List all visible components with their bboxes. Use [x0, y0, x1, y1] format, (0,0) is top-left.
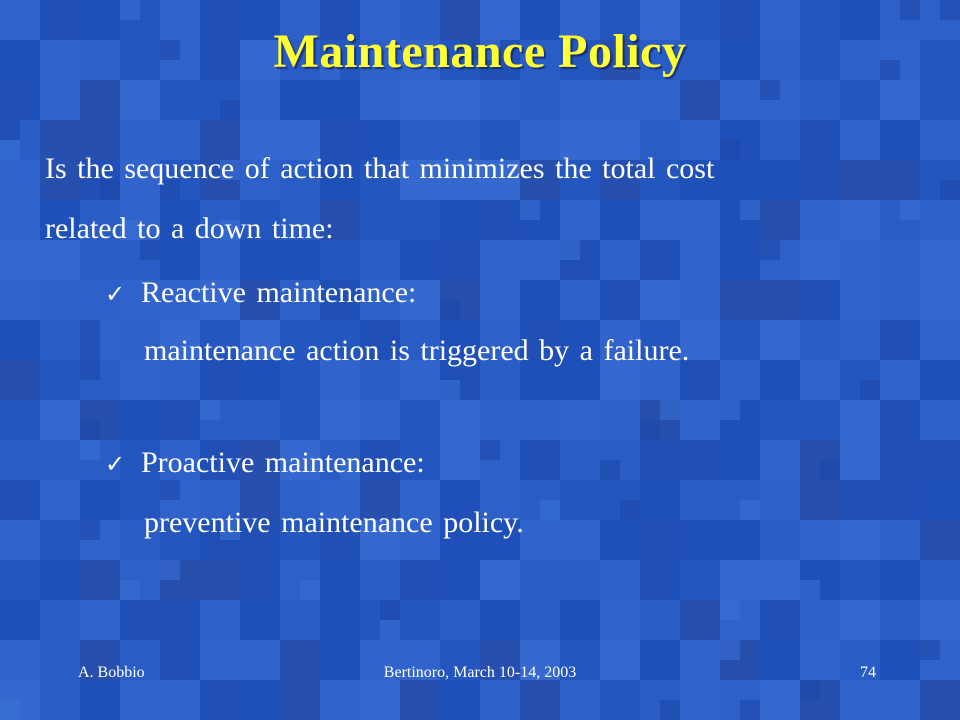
mosaic-tile — [0, 480, 40, 520]
mosaic-accent-tile — [940, 0, 960, 20]
mosaic-tile — [440, 400, 480, 440]
slide-title: Maintenance Policy — [273, 25, 687, 78]
mosaic-accent-tile — [80, 420, 100, 440]
mosaic-accent-tile — [720, 640, 740, 660]
footer-author: A. Bobbio — [78, 664, 145, 681]
mosaic-tile — [600, 280, 640, 320]
mosaic-tile — [240, 80, 280, 120]
mosaic-tile — [920, 560, 960, 600]
mosaic-tile — [640, 560, 680, 600]
mosaic-tile — [800, 320, 840, 360]
mosaic-tile — [440, 680, 480, 720]
mosaic-tile — [920, 200, 960, 240]
mosaic-tile — [40, 600, 80, 640]
mosaic-tile — [680, 400, 720, 440]
mosaic-tile — [800, 200, 840, 240]
proactive-maintenance-description: preventive maintenance policy. — [144, 506, 524, 539]
mosaic-tile — [640, 440, 680, 480]
mosaic-tile — [840, 280, 880, 320]
mosaic-accent-tile — [80, 340, 100, 360]
mosaic-tile — [40, 280, 80, 320]
mosaic-tile — [360, 560, 400, 600]
mosaic-tile — [760, 160, 800, 200]
mosaic-tile — [560, 440, 600, 480]
mosaic-accent-tile — [560, 240, 580, 260]
mosaic-tile — [280, 240, 320, 280]
mosaic-tile — [280, 400, 320, 440]
mosaic-tile — [760, 320, 800, 360]
mosaic-tile — [0, 160, 40, 200]
mosaic-accent-tile — [900, 0, 920, 20]
mosaic-accent-tile — [80, 520, 100, 540]
mosaic-tile — [200, 240, 240, 280]
mosaic-tile — [920, 320, 960, 360]
mosaic-tile — [880, 320, 920, 360]
mosaic-tile — [320, 560, 360, 600]
mosaic-tile — [40, 240, 80, 280]
mosaic-tile — [680, 680, 720, 720]
mosaic-tile — [440, 440, 480, 480]
mosaic-tile — [520, 240, 560, 280]
mosaic-tile — [840, 120, 880, 160]
mosaic-tile — [760, 560, 800, 600]
mosaic-tile — [360, 200, 400, 240]
mosaic-tile — [640, 600, 680, 640]
mosaic-tile — [840, 680, 880, 720]
mosaic-tile — [880, 680, 920, 720]
footer-page-number: 74 — [860, 664, 876, 681]
mosaic-accent-tile — [720, 600, 740, 620]
mosaic-accent-tile — [520, 200, 540, 220]
mosaic-tile — [280, 80, 320, 120]
mosaic-tile — [840, 480, 880, 520]
mosaic-accent-tile — [940, 180, 960, 200]
mosaic-tile — [320, 600, 360, 640]
mosaic-tile — [920, 400, 960, 440]
mosaic-accent-tile — [440, 300, 460, 320]
mosaic-tile — [560, 400, 600, 440]
mosaic-tile — [400, 560, 440, 600]
mosaic-tile — [240, 560, 280, 600]
mosaic-accent-tile — [660, 400, 680, 420]
mosaic-tile — [800, 480, 840, 520]
mosaic-accent-tile — [160, 480, 180, 500]
mosaic-tile — [480, 240, 520, 280]
mosaic-tile — [280, 680, 320, 720]
mosaic-tile — [720, 360, 760, 400]
mosaic-tile — [720, 280, 760, 320]
mosaic-tile — [320, 80, 360, 120]
mosaic-accent-tile — [740, 700, 760, 720]
mosaic-tile — [360, 240, 400, 280]
mosaic-tile — [880, 160, 920, 200]
mosaic-tile — [80, 600, 120, 640]
intro-text-line-2: related to a down time: — [45, 212, 334, 245]
mosaic-tile — [320, 680, 360, 720]
reactive-maintenance-description: maintenance action is triggered by a failure. — [144, 334, 690, 367]
mosaic-tile — [880, 80, 920, 120]
mosaic-tile — [160, 640, 200, 680]
mosaic-tile — [40, 360, 80, 400]
mosaic-tile — [160, 400, 200, 440]
mosaic-tile — [0, 600, 40, 640]
mosaic-tile — [880, 400, 920, 440]
mosaic-accent-tile — [380, 620, 400, 640]
mosaic-tile — [560, 200, 600, 240]
mosaic-tile — [0, 560, 40, 600]
mosaic-tile — [680, 280, 720, 320]
mosaic-accent-tile — [380, 600, 400, 620]
mosaic-tile — [360, 80, 400, 120]
footer-event: Bertinoro, March 10-14, 2003 — [383, 664, 577, 681]
mosaic-tile — [0, 640, 40, 680]
mosaic-tile — [880, 120, 920, 160]
mosaic-accent-tile — [160, 560, 180, 580]
mosaic-tile — [920, 520, 960, 560]
mosaic-tile — [640, 520, 680, 560]
mosaic-tile — [800, 360, 840, 400]
mosaic-tile — [120, 680, 160, 720]
bullet-reactive-maintenance — [105, 276, 416, 310]
mosaic-tile — [600, 520, 640, 560]
mosaic-tile — [680, 80, 720, 120]
mosaic-tile — [40, 80, 80, 120]
mosaic-tile — [840, 200, 880, 240]
mosaic-tile — [680, 520, 720, 560]
mosaic-tile — [720, 320, 760, 360]
mosaic-tile — [520, 680, 560, 720]
mosaic-accent-tile — [0, 700, 20, 720]
mosaic-tile — [520, 80, 560, 120]
mosaic-tile — [680, 200, 720, 240]
mosaic-tile — [80, 680, 120, 720]
mosaic-tile — [520, 520, 560, 560]
mosaic-tile — [920, 440, 960, 480]
mosaic-tile — [0, 360, 40, 400]
mosaic-accent-tile — [740, 200, 760, 220]
mosaic-tile — [0, 200, 40, 240]
mosaic-tile — [560, 560, 600, 600]
mosaic-tile — [600, 80, 640, 120]
mosaic-tile — [880, 240, 920, 280]
mosaic-tile — [400, 600, 440, 640]
mosaic-tile — [400, 680, 440, 720]
mosaic-tile — [760, 480, 800, 520]
mosaic-tile — [400, 200, 440, 240]
mosaic-accent-tile — [80, 440, 100, 460]
mosaic-tile — [680, 640, 720, 680]
mosaic-tile — [280, 640, 320, 680]
mosaic-tile — [480, 80, 520, 120]
mosaic-tile — [920, 280, 960, 320]
mosaic-tile — [720, 440, 760, 480]
mosaic-tile — [240, 640, 280, 680]
mosaic-tile — [840, 600, 880, 640]
mosaic-tile — [80, 240, 120, 280]
mosaic-tile — [600, 200, 640, 240]
mosaic-tile — [80, 560, 120, 600]
mosaic-accent-tile — [220, 100, 240, 120]
mosaic-tile — [160, 600, 200, 640]
mosaic-tile — [800, 520, 840, 560]
mosaic-tile — [440, 240, 480, 280]
mosaic-tile — [680, 560, 720, 600]
mosaic-tile — [880, 280, 920, 320]
mosaic-tile — [600, 680, 640, 720]
mosaic-tile — [720, 560, 760, 600]
mosaic-tile — [0, 240, 40, 280]
mosaic-tile — [40, 560, 80, 600]
mosaic-tile — [520, 440, 560, 480]
mosaic-tile — [520, 280, 560, 320]
mosaic-tile — [560, 80, 600, 120]
mosaic-tile — [200, 600, 240, 640]
mosaic-tile — [760, 200, 800, 240]
mosaic-tile — [320, 240, 360, 280]
mosaic-accent-tile — [200, 400, 220, 420]
mosaic-tile — [920, 360, 960, 400]
mosaic-tile — [720, 240, 760, 280]
mosaic-tile — [480, 280, 520, 320]
mosaic-tile — [880, 480, 920, 520]
mosaic-tile — [160, 680, 200, 720]
mosaic-tile — [880, 440, 920, 480]
mosaic-tile — [920, 120, 960, 160]
mosaic-tile — [400, 80, 440, 120]
mosaic-tile — [40, 680, 80, 720]
mosaic-accent-tile — [620, 500, 640, 520]
mosaic-tile — [280, 600, 320, 640]
mosaic-tile — [600, 560, 640, 600]
mosaic-tile — [240, 680, 280, 720]
mosaic-accent-tile — [80, 360, 100, 380]
mosaic-tile — [760, 440, 800, 480]
mosaic-tile — [640, 480, 680, 520]
mosaic-tile — [520, 560, 560, 600]
mosaic-tile — [640, 240, 680, 280]
mosaic-tile — [0, 80, 40, 120]
mosaic-tile — [800, 280, 840, 320]
mosaic-tile — [760, 680, 800, 720]
mosaic-tile — [40, 640, 80, 680]
mosaic-tile — [120, 80, 160, 120]
mosaic-tile — [80, 480, 120, 520]
mosaic-tile — [720, 520, 760, 560]
mosaic-accent-tile — [760, 80, 780, 100]
mosaic-accent-tile — [0, 140, 20, 160]
mosaic-tile — [480, 680, 520, 720]
mosaic-accent-tile — [920, 640, 940, 660]
mosaic-tile — [840, 160, 880, 200]
mosaic-tile — [640, 80, 680, 120]
mosaic-accent-tile — [760, 240, 780, 260]
mosaic-tile — [920, 80, 960, 120]
mosaic-tile — [560, 680, 600, 720]
mosaic-accent-tile — [120, 0, 140, 20]
mosaic-tile — [40, 440, 80, 480]
mosaic-tile — [120, 400, 160, 440]
mosaic-tile — [800, 160, 840, 200]
mosaic-tile — [680, 440, 720, 480]
mosaic-tile — [600, 240, 640, 280]
mosaic-tile — [440, 560, 480, 600]
bullet-proactive-maintenance — [105, 446, 425, 480]
mosaic-tile — [520, 400, 560, 440]
mosaic-tile — [360, 680, 400, 720]
mosaic-accent-tile — [0, 120, 20, 140]
mosaic-tile — [520, 600, 560, 640]
mosaic-tile — [200, 640, 240, 680]
mosaic-accent-tile — [600, 460, 620, 480]
mosaic-tile — [840, 520, 880, 560]
mosaic-tile — [800, 120, 840, 160]
mosaic-tile — [680, 600, 720, 640]
mosaic-tile — [160, 240, 200, 280]
mosaic-accent-tile — [720, 400, 740, 420]
mosaic-tile — [480, 600, 520, 640]
check-icon: ✓ — [105, 280, 126, 308]
mosaic-tile — [560, 480, 600, 520]
mosaic-tile — [920, 600, 960, 640]
mosaic-tile — [880, 520, 920, 560]
mosaic-tile — [880, 360, 920, 400]
mosaic-tile — [480, 400, 520, 440]
mosaic-tile — [0, 280, 40, 320]
mosaic-tile — [720, 80, 760, 120]
mosaic-tile — [760, 640, 800, 680]
mosaic-tile — [800, 640, 840, 680]
mosaic-tile — [200, 680, 240, 720]
mosaic-tile — [920, 480, 960, 520]
mosaic-tile — [920, 240, 960, 280]
mosaic-accent-tile — [540, 500, 560, 520]
mosaic-accent-tile — [900, 200, 920, 220]
mosaic-tile — [840, 80, 880, 120]
mosaic-tile — [640, 280, 680, 320]
bullet-label: Proactive maintenance: — [141, 446, 425, 479]
mosaic-accent-tile — [860, 380, 880, 400]
intro-text-line-1: Is the sequence of action that minimizes the total cost — [45, 152, 715, 185]
mosaic-tile — [920, 680, 960, 720]
mosaic-tile — [880, 600, 920, 640]
mosaic-tile — [560, 520, 600, 560]
mosaic-tile — [560, 600, 600, 640]
mosaic-tile — [0, 400, 40, 440]
mosaic-tile — [760, 600, 800, 640]
check-icon: ✓ — [105, 450, 126, 478]
bullet-label: Reactive maintenance: — [141, 276, 417, 309]
mosaic-tile — [840, 440, 880, 480]
mosaic-accent-tile — [440, 380, 460, 400]
mosaic-accent-tile — [300, 580, 320, 600]
mosaic-tile — [0, 440, 40, 480]
mosaic-tile — [120, 600, 160, 640]
mosaic-tile — [0, 320, 40, 360]
mosaic-accent-tile — [820, 460, 840, 480]
mosaic-tile — [680, 240, 720, 280]
mosaic-tile — [480, 200, 520, 240]
mosaic-tile — [680, 480, 720, 520]
mosaic-tile — [400, 240, 440, 280]
mosaic-tile — [40, 480, 80, 520]
mosaic-tile — [40, 400, 80, 440]
mosaic-tile — [600, 600, 640, 640]
mosaic-tile — [760, 520, 800, 560]
mosaic-tile — [760, 400, 800, 440]
mosaic-tile — [760, 280, 800, 320]
mosaic-tile — [240, 600, 280, 640]
mosaic-tile — [400, 400, 440, 440]
mosaic-tile — [40, 320, 80, 360]
mosaic-tile — [760, 360, 800, 400]
mosaic-tile — [600, 400, 640, 440]
mosaic-tile — [240, 400, 280, 440]
mosaic-tile — [720, 160, 760, 200]
mosaic-tile — [320, 400, 360, 440]
mosaic-tile — [800, 400, 840, 440]
mosaic-tile — [840, 240, 880, 280]
mosaic-tile — [800, 80, 840, 120]
mosaic-tile — [800, 240, 840, 280]
mosaic-tile — [360, 400, 400, 440]
mosaic-accent-tile — [480, 440, 500, 460]
mosaic-tile — [200, 560, 240, 600]
mosaic-tile — [640, 640, 680, 680]
mosaic-tile — [440, 80, 480, 120]
mosaic-tile — [640, 200, 680, 240]
mosaic-tile — [480, 560, 520, 600]
mosaic-tile — [160, 80, 200, 120]
mosaic-tile — [840, 400, 880, 440]
mosaic-tile — [880, 560, 920, 600]
mosaic-tile — [240, 240, 280, 280]
mosaic-tile — [800, 600, 840, 640]
mosaic-accent-tile — [740, 500, 760, 520]
mosaic-tile — [0, 520, 40, 560]
mosaic-tile — [560, 280, 600, 320]
mosaic-tile — [40, 520, 80, 560]
mosaic-accent-tile — [720, 140, 740, 160]
mosaic-accent-tile — [800, 580, 820, 600]
mosaic-tile — [840, 560, 880, 600]
mosaic-accent-tile — [120, 580, 140, 600]
mosaic-tile — [880, 640, 920, 680]
mosaic-tile — [80, 80, 120, 120]
mosaic-accent-tile — [80, 320, 100, 340]
mosaic-tile — [840, 320, 880, 360]
mosaic-tile — [440, 600, 480, 640]
mosaic-tile — [440, 200, 480, 240]
mosaic-accent-tile — [800, 680, 820, 700]
mosaic-accent-tile — [640, 420, 660, 440]
mosaic-tile — [760, 120, 800, 160]
mosaic-accent-tile — [660, 700, 680, 720]
